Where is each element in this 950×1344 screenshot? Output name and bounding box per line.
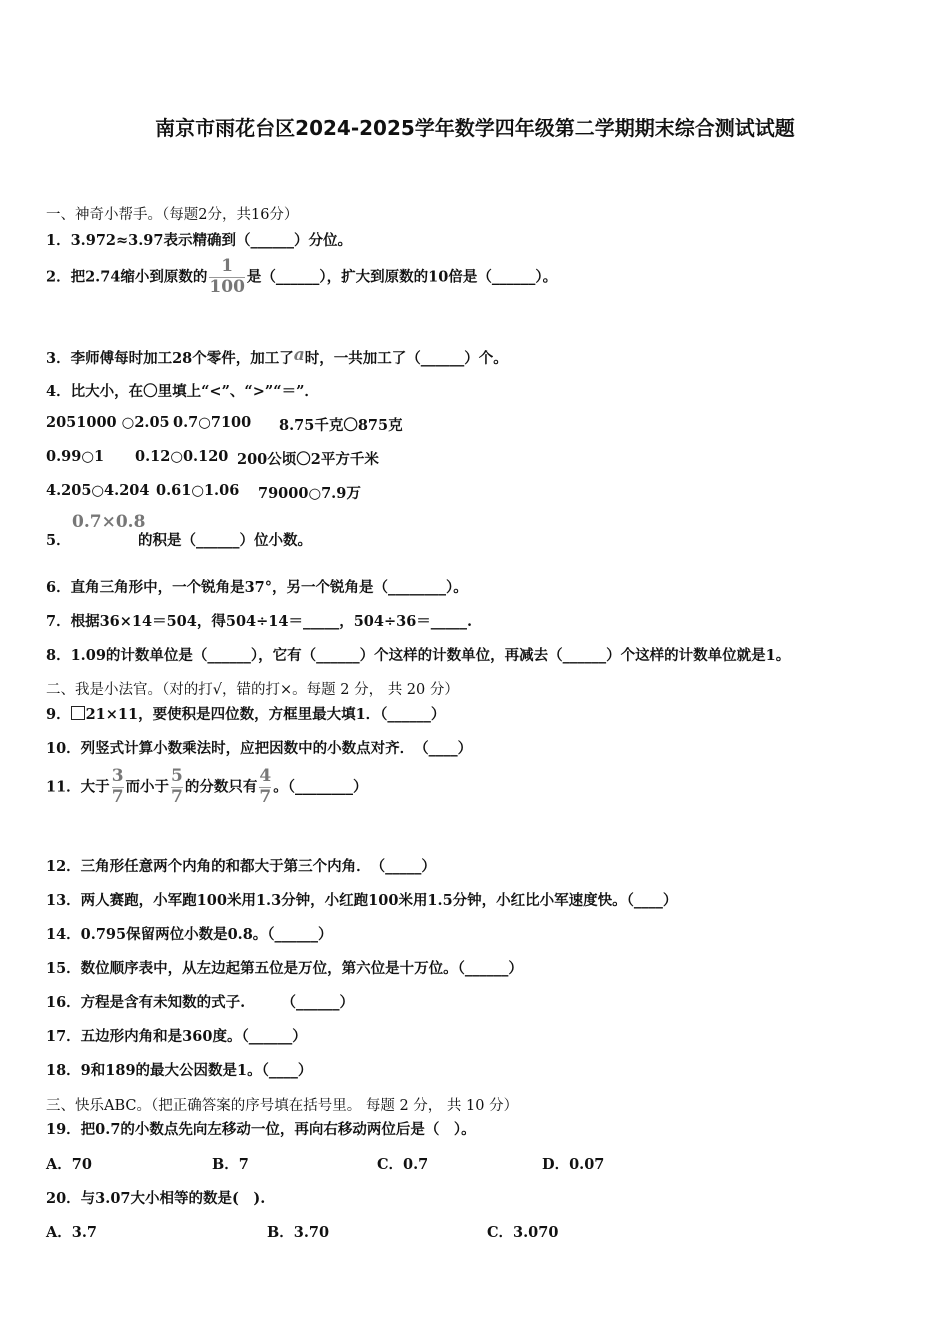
q20-option-b: B．3.70 [267,1224,330,1241]
variable-a: a [293,345,305,365]
section-2-heading: 二、我是小法官。（对的打√，错的打×。每题 2 分， 共 20 分） [46,682,459,698]
fraction-denominator: 100 [209,276,245,297]
fraction-3-7 [112,768,124,807]
compare-2-1: 0.99○1 [46,448,105,465]
question-11-part-a: 11．大于 [46,778,110,796]
fraction-1-100 [209,258,245,297]
fraction-numerator: 1 [221,256,234,276]
q19-option-c: C．0.7 [377,1156,429,1173]
question-6: 6．直角三角形中，一个锐角是37°，另一个锐角是（________）。 [46,579,468,596]
q20-option-a: A．3.7 [46,1224,97,1241]
compare-1-3: 8.75千克〇875克 [279,417,403,434]
q20-option-c: C．3.070 [487,1224,559,1241]
question-11-part-c: 的分数只有 [184,778,258,796]
fraction-denominator: 7 [111,786,124,807]
fraction-5-7 [171,768,183,807]
page-title: 南京市雨花台区2024-2025学年数学四年级第二学期期末综合测试试题 [155,116,795,140]
question-20: 20．与3.07大小相等的数是( ). [46,1190,266,1207]
question-2-part-b: 是（______），扩大到原数的10倍是（______）。 [246,268,558,286]
question-9-number: 9． [46,706,71,723]
formula-product: 0.7×0.8 [72,512,146,532]
compare-2-2: 0.12○0.120 [135,448,229,465]
question-19: 19．把0.7的小数点先向左移动一位，再向右移动两位后是（ ）。 [46,1121,476,1138]
fraction-4-7 [259,768,271,807]
question-3-part-a: 3．李师傅每时加工28个零件，加工了 [46,350,294,367]
question-11-part-b: 而小于 [125,778,170,796]
q19-option-a: A．70 [46,1156,92,1173]
blank-square-icon [71,706,85,720]
q19-option-d: D．0.07 [542,1156,605,1173]
fraction-numerator: 3 [111,766,124,786]
compare-3-1: 4.205○4.204 [46,482,150,499]
question-3-part-b: 时，一共加工了（______）个。 [304,350,508,367]
question-5-text: 的积是（______）位小数。 [138,532,312,549]
question-9 [46,703,445,724]
question-10: 10．列竖式计算小数乘法时，应把因数中的小数点对齐． （____） [46,740,473,757]
question-2-part-a: 2．把2.74缩小到原数的 [46,268,208,286]
q19-option-b: B．7 [212,1156,249,1173]
section-1-heading: 一、神奇小帮手。（每题2分，共16分） [46,207,299,223]
compare-1-2: 0.7○7100 [173,414,252,431]
fraction-numerator: 4 [259,766,272,786]
question-13: 13．两人赛跑，小军跑100米用1.3分钟，小红跑100米用1.5分钟，小红比小军速度快。（____） [46,892,678,909]
question-3 [46,345,508,368]
question-8: 8．1.09的计数单位是（______），它有（______）个这样的计数单位，再减去（______）个这样的计数单位就是1。 [46,647,791,664]
question-9-text: 21×11，要使积是四位数，方框里最大填1．（______） [85,706,446,723]
question-11 [46,768,367,807]
fraction-denominator: 7 [171,786,183,807]
fraction-numerator: 5 [171,766,183,786]
question-11-part-d: 。（________） [273,778,368,796]
compare-3-2: 0.61○1.06 [156,482,240,499]
question-14: 14．0.795保留两位小数是0.8。（______） [46,926,333,943]
question-12: 12．三角形任意两个内角的和都大于第三个内角． （_____） [46,858,436,875]
compare-2-3: 200公顷〇2平方千米 [237,451,379,468]
question-4: 4．比大小，在〇里填上“<”、“>”“＝”． [46,383,319,400]
section-3-heading: 三、快乐ABC。（把正确答案的序号填在括号里。 每题 2 分， 共 10 分） [46,1098,519,1114]
fraction-denominator: 7 [259,786,272,807]
question-1: 1．3.972≈3.97表示精确到（______）分位。 [46,232,352,249]
question-17: 17．五边形内角和是360度。（______） [46,1028,307,1045]
question-5-number: 5． [46,532,71,549]
question-18: 18．9和189的最大公因数是1。（____） [46,1062,313,1079]
question-15: 15．数位顺序表中，从左边起第五位是万位，第六位是十万位。（______） [46,960,523,977]
compare-1-1: 2051000 ○2.05 [46,414,170,431]
question-2 [46,258,557,297]
compare-3-3: 79000○7.9万 [258,485,361,502]
question-16: 16．方程是含有未知数的式子. （______） [46,994,354,1011]
question-7: 7．根据36×14＝504，得504÷14＝_____，504÷36＝_____. [46,613,473,630]
